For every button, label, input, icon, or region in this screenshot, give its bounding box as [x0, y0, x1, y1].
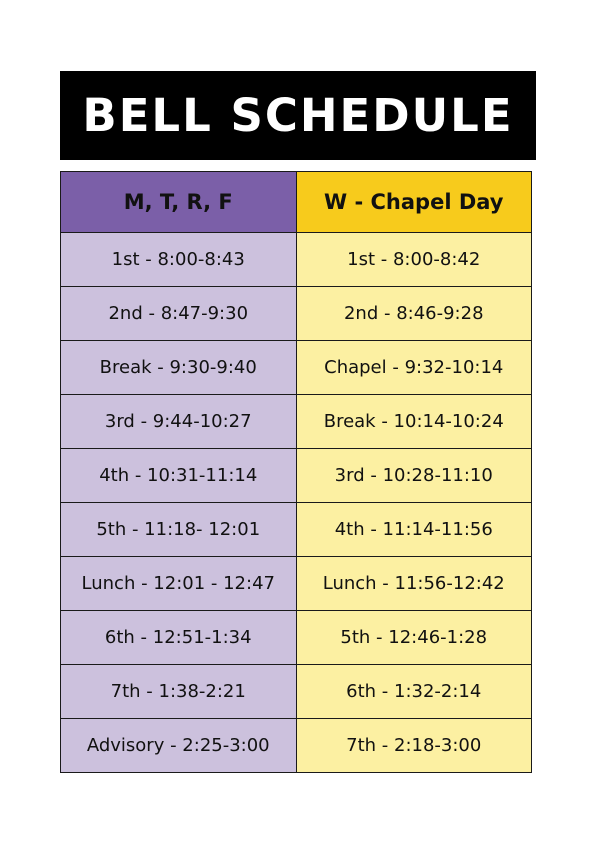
- chapel-period-cell: 6th - 1:32-2:14: [296, 665, 532, 719]
- page-title: BELL SCHEDULE: [82, 89, 514, 142]
- header-mtrf: M, T, R, F: [61, 172, 297, 233]
- table-row: [61, 233, 532, 287]
- chapel-period-cell: Lunch - 11:56-12:42: [296, 557, 532, 611]
- table-row: [61, 341, 532, 395]
- header-row: [61, 172, 532, 233]
- regular-period-cell: 4th - 10:31-11:14: [61, 449, 297, 503]
- regular-period-cell: Lunch - 12:01 - 12:47: [61, 557, 297, 611]
- table-row: [61, 503, 532, 557]
- title-banner: [60, 71, 536, 160]
- table-row: [61, 719, 532, 773]
- table-row: [61, 449, 532, 503]
- bell-schedule-table: [60, 171, 532, 773]
- regular-period-cell: Advisory - 2:25-3:00: [61, 719, 297, 773]
- regular-period-cell: 5th - 11:18- 12:01: [61, 503, 297, 557]
- table-row: [61, 611, 532, 665]
- table-row: [61, 665, 532, 719]
- chapel-period-cell: 1st - 8:00-8:42: [296, 233, 532, 287]
- regular-period-cell: 3rd - 9:44-10:27: [61, 395, 297, 449]
- regular-period-cell: 7th - 1:38-2:21: [61, 665, 297, 719]
- chapel-period-cell: 2nd - 8:46-9:28: [296, 287, 532, 341]
- regular-period-cell: 2nd - 8:47-9:30: [61, 287, 297, 341]
- header-chapel-day: W - Chapel Day: [296, 172, 532, 233]
- chapel-period-cell: Chapel - 9:32-10:14: [296, 341, 532, 395]
- chapel-period-cell: 7th - 2:18-3:00: [296, 719, 532, 773]
- chapel-period-cell: 4th - 11:14-11:56: [296, 503, 532, 557]
- table-row: [61, 395, 532, 449]
- regular-period-cell: 1st - 8:00-8:43: [61, 233, 297, 287]
- chapel-period-cell: Break - 10:14-10:24: [296, 395, 532, 449]
- table-row: [61, 557, 532, 611]
- regular-period-cell: 6th - 12:51-1:34: [61, 611, 297, 665]
- regular-period-cell: Break - 9:30-9:40: [61, 341, 297, 395]
- table-row: [61, 287, 532, 341]
- chapel-period-cell: 5th - 12:46-1:28: [296, 611, 532, 665]
- chapel-period-cell: 3rd - 10:28-11:10: [296, 449, 532, 503]
